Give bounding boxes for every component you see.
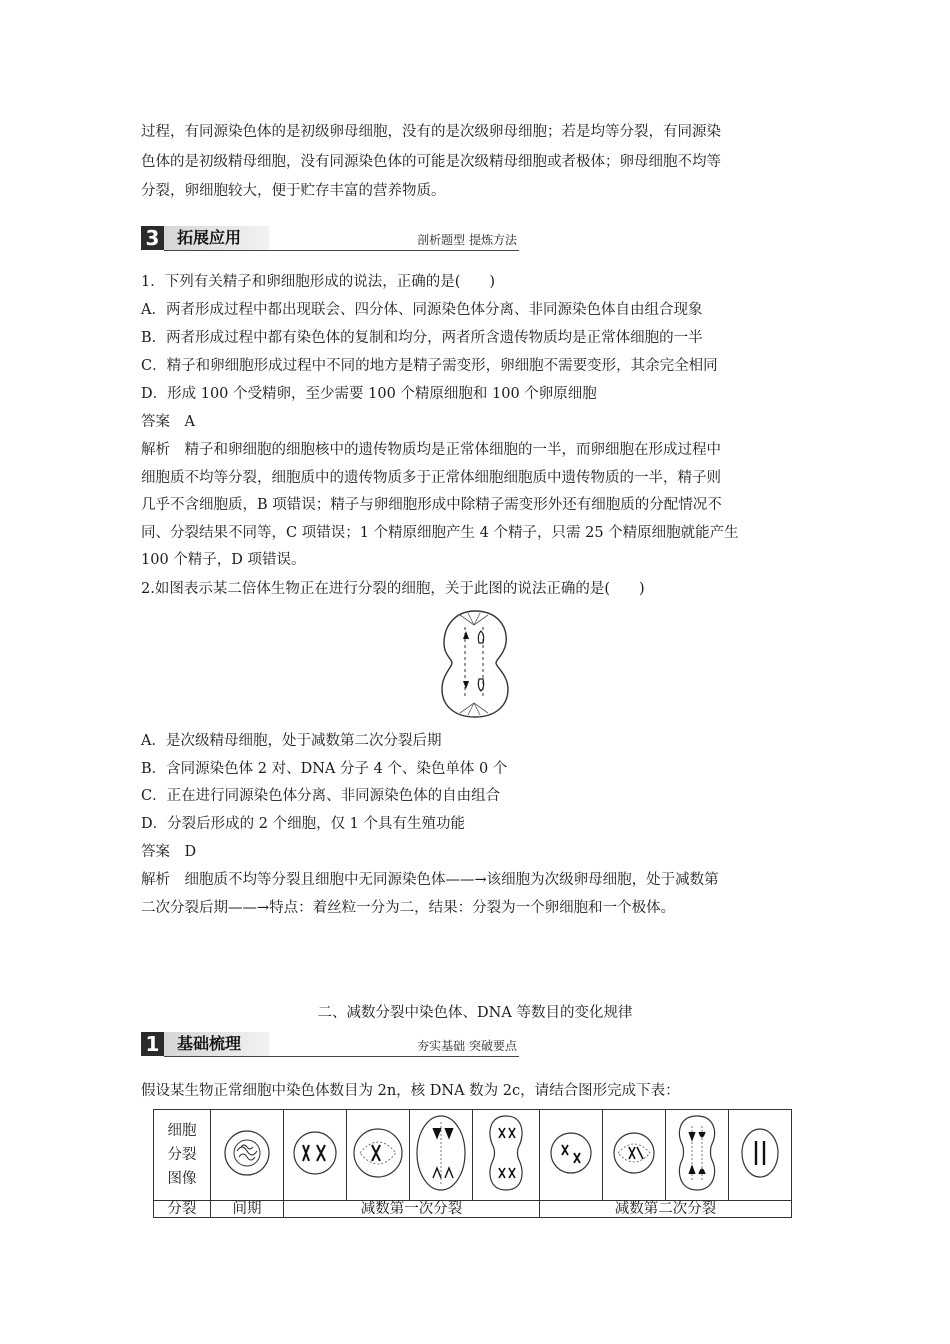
- q2-option-d: D．分裂后形成的 2 个细胞，仅 1 个具有生殖功能: [141, 816, 466, 832]
- section-title: 拓展应用: [177, 228, 242, 247]
- intro-line-1: 过程，有同源染色体的是初级卵母细胞，没有的是次级卵母细胞；若是均等分裂，有同源染: [141, 124, 721, 140]
- section-header-3: [141, 224, 519, 252]
- dividing-cell-figure: [438, 607, 512, 719]
- q1-option-b: B．两者形成过程中都有染色体的复制和均分，两者所含遗传物质均是正常体细胞的一半: [141, 330, 703, 346]
- q1-option-d: D．形成 100 个受精卵，至少需要 100 个精原细胞和 100 个卵原细胞: [141, 386, 597, 402]
- cell-image-m1-prophase: [284, 1110, 347, 1201]
- q2-answer: 答案 D: [141, 844, 197, 860]
- cell-image-m1-anaphase: [410, 1110, 473, 1201]
- q1-option-a: A．两者形成过程中都出现联会、四分体、同源染色体分离、非同源染色体自由组合现象: [141, 302, 703, 318]
- m2-anaphase-cell-icon: [672, 1112, 722, 1194]
- m2-metaphase-cell-icon: [609, 1123, 659, 1183]
- section-underline: [164, 1056, 519, 1057]
- cell-image-m2-anaphase: [666, 1110, 729, 1201]
- q2-option-c: C．正在进行同源染色体分离、非同源染色体的自由组合: [141, 788, 501, 804]
- q1-option-c: C．精子和卵细胞形成过程中不同的地方是精子需变形，卵细胞不需要变形，其余完全相同: [141, 358, 718, 374]
- phase-meiosis-2: 减数第二次分裂: [540, 1201, 792, 1218]
- q1-analysis-1: 解析 精子和卵细胞的细胞核中的遗传物质均是正常体细胞的一半，而卵细胞在形成过程中: [141, 442, 721, 458]
- section-title: 基础梳理: [177, 1034, 242, 1053]
- row-label-phase: 分裂: [154, 1201, 211, 1218]
- section-underline: [164, 250, 519, 251]
- cell-image-m2-metaphase: [603, 1110, 666, 1201]
- q2-option-b: B．含同源染色体 2 对、DNA 分子 4 个、染色单体 0 个: [141, 761, 508, 777]
- phase-meiosis-1: 减数第一次分裂: [284, 1201, 540, 1218]
- intro-line-3: 分裂，卵细胞较大，便于贮存丰富的营养物质。: [141, 183, 446, 199]
- q1-analysis-4: 同、分裂结果不同等，C 项错误；1 个精原细胞产生 4 个精子，只需 25 个精原细胞就能产生: [141, 525, 739, 541]
- meiosis-table: [153, 1109, 792, 1218]
- q2-stem: 2.如图表示某二倍体生物正在进行分裂的细胞，关于此图的说法正确的是( ): [141, 581, 645, 597]
- phase-interphase: 间期: [211, 1201, 284, 1218]
- cell-image-m2-prophase: [540, 1110, 603, 1201]
- q2-option-a: A．是次级精母细胞，处于减数第二次分裂后期: [141, 733, 442, 749]
- q2-analysis-2: 二次分裂后期——→特点：着丝粒一分为二，结果：分裂为一个卵细胞和一个极体。: [141, 900, 676, 916]
- table-row: [154, 1110, 792, 1201]
- row-label-images: 细胞 分裂 图像: [154, 1110, 211, 1201]
- cell-image-m1-metaphase: [347, 1110, 410, 1201]
- cell-image-m2-telophase: [729, 1110, 792, 1201]
- m1-telophase-cell-icon: [481, 1112, 531, 1194]
- section-subtitle: 剖析题型 提炼方法: [417, 233, 517, 247]
- cell-image-m1-telophase: [473, 1110, 540, 1201]
- q1-analysis-3: 几乎不含细胞质，B 项错误；精子与卵细胞形成中除精子需变形外还有细胞质的分配情况不: [141, 497, 722, 513]
- q1-analysis-5: 100 个精子，D 项错误。: [141, 552, 306, 568]
- section-header-1: [141, 1030, 519, 1058]
- section-subtitle: 夯实基础 突破要点: [417, 1039, 517, 1053]
- cell-image-interphase: [211, 1110, 284, 1201]
- table-row: [154, 1201, 792, 1218]
- m1-metaphase-cell-icon: [350, 1123, 406, 1183]
- m1-anaphase-cell-icon: [413, 1112, 469, 1194]
- section-number: 3: [141, 226, 164, 250]
- m1-prophase-cell-icon: [289, 1123, 341, 1183]
- q1-answer: 答案 A: [141, 414, 195, 430]
- m2-prophase-cell-icon: [546, 1123, 596, 1183]
- section-number: 1: [141, 1032, 164, 1056]
- q1-stem: 1．下列有关精子和卵细胞形成的说法，正确的是( ): [141, 274, 496, 290]
- interphase-cell-icon: [217, 1123, 277, 1183]
- q1-analysis-2: 细胞质不均等分裂，细胞质中的遗传物质多于正常体细胞细胞质中遗传物质的一半，精子则: [141, 470, 721, 486]
- m2-telophase-cell-icon: [736, 1123, 784, 1183]
- intro-line-2: 色体的是初级精母细胞，没有同源染色体的可能是次级精母细胞或者极体；卵母细胞不均等: [141, 154, 721, 170]
- part-2-heading: 二、减数分裂中染色体、DNA 等数目的变化规律: [317, 1005, 633, 1021]
- q2-analysis-1: 解析 细胞质不均等分裂且细胞中无同源染色体——→该细胞为次级卵母细胞，处于减数第: [141, 872, 719, 888]
- table-intro: 假设某生物正常细胞中染色体数目为 2n，核 DNA 数为 2c，请结合图形完成下表：: [141, 1083, 680, 1099]
